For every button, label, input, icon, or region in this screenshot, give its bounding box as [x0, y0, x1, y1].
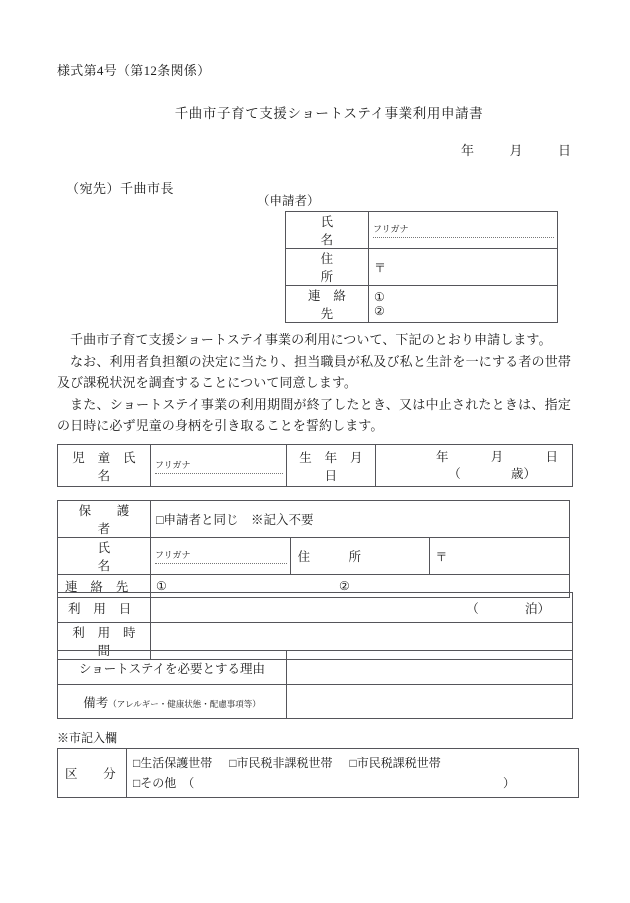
applicant-name-furigana-rule: [373, 236, 554, 238]
remarks-label: 備考: [83, 695, 109, 710]
reason-remarks-table: [57, 650, 573, 719]
postal-code-icon: 〒: [374, 260, 387, 275]
applicant-table: [285, 211, 558, 323]
reason-input-cell[interactable]: [287, 651, 573, 685]
use-date-label: 利 用 日: [68, 601, 132, 616]
category-option-other[interactable]: □その他 （: [133, 776, 195, 790]
applicant-address-label: 住 所: [320, 252, 372, 284]
applicant-name-input-cell[interactable]: [369, 212, 558, 249]
child-dob-box: [376, 449, 572, 483]
child-info-table: [57, 444, 573, 487]
child-dob-year-label: 年: [435, 449, 449, 464]
guardian-name-furigana-label: フリガナ: [155, 550, 191, 560]
applicant-name-label: 氏 名: [320, 215, 372, 247]
guardian-contact-1: ①: [156, 578, 167, 593]
applicant-contact-label-cell: [286, 286, 369, 323]
category-row: [58, 749, 579, 798]
guardian-name-address-row: [58, 538, 570, 575]
child-age-open-paren: （: [448, 466, 461, 481]
guardian-contact-2: ②: [339, 578, 350, 593]
guardian-address-input-cell[interactable]: [430, 538, 570, 575]
applicant-contact-row: [286, 286, 558, 323]
body-text: [57, 329, 571, 437]
body-paragraph-3: また、ショートステイ事業の利用期間が終了したとき、又は中止されたときは、指定の日時に必ず児童の身柄を引き取ることを誓約します。: [57, 396, 571, 433]
guardian-name-input-cell[interactable]: [151, 538, 291, 575]
child-name-furigana-label: フリガナ: [155, 459, 191, 470]
nights-open-paren: （: [466, 601, 479, 616]
applicant-address-row: [286, 249, 558, 286]
date-year-label: 年: [460, 143, 475, 158]
applicant-address-input-cell[interactable]: [369, 249, 558, 286]
guardian-postal-code-icon: 〒: [435, 549, 448, 564]
guardian-label: 保 護 者: [78, 504, 155, 536]
child-age-unit: 歳）: [510, 466, 536, 481]
child-name-input-cell[interactable]: [151, 445, 287, 487]
category-options-cell[interactable]: [127, 749, 579, 798]
reason-label: ショートステイを必要とする理由: [78, 661, 265, 676]
applicant-name-furigana-label: フリガナ: [373, 224, 409, 234]
remarks-input-cell[interactable]: [287, 685, 573, 719]
applicant-contact-2: ②: [374, 304, 385, 318]
guardian-header-row: [58, 501, 570, 538]
guardian-name-label-cell: [58, 538, 162, 575]
addressee: （宛先）千曲市長: [66, 181, 175, 196]
guardian-info-table: [57, 500, 570, 598]
guardian-name-label: 氏 名: [97, 541, 162, 573]
body-paragraph-1: 千曲市子育て支援ショートステイ事業の利用について、下記のとおり申請します。: [70, 332, 552, 347]
guardian-address-label-cell: [290, 538, 430, 575]
nights-count-box: [151, 599, 572, 617]
form-number: 様式第4号（第12条関係）: [57, 63, 211, 78]
applicant-contact-label: 連 絡 先: [307, 289, 359, 321]
remarks-label-cell: [58, 685, 287, 719]
applicant-name-label-cell: [286, 212, 372, 249]
category-option-welfare-household[interactable]: □生活保護世帯: [133, 756, 213, 770]
child-name-label-cell: [58, 445, 151, 487]
guardian-address-label: 住 所: [297, 550, 362, 564]
city-use-note: ※市記入欄: [57, 731, 118, 745]
submission-date-line: [461, 140, 572, 159]
body-paragraph-2: なお、利用者負担額の決定に当たり、担当職員が私及び私と生計を一にする者の世帯及び課税状況を調査することについて同意します。: [57, 353, 571, 390]
child-dob-label-cell: [287, 445, 376, 487]
applicant-name-row: [286, 212, 558, 249]
child-info-row: [58, 445, 573, 487]
category-label: 区 分: [65, 767, 116, 781]
category-label-cell: [58, 749, 127, 798]
city-category-table: [57, 748, 579, 798]
use-time-label: 利 用 時 間: [72, 626, 149, 658]
category-option-other-close-paren: ）: [503, 776, 516, 790]
category-option-list: [133, 753, 578, 773]
guardian-contact-label: 連 絡 先: [65, 580, 129, 594]
guardian-same-as-applicant-checkbox[interactable]: □申請者と同じ ※記入不要: [156, 513, 314, 527]
child-dob-ymd: [376, 449, 558, 466]
document-title: 千曲市子育て支援ショートステイ事業利用申請書: [174, 106, 484, 121]
remarks-row: [58, 685, 573, 719]
applicant-address-label-cell: [286, 249, 372, 286]
child-dob-day-label: 日: [545, 449, 558, 464]
guardian-same-as-applicant-cell[interactable]: [151, 501, 570, 538]
reason-label-cell: [58, 651, 287, 685]
guardian-label-cell: [58, 501, 155, 538]
nights-unit: 泊）: [524, 601, 550, 616]
child-dob-month-label: 月: [490, 449, 504, 464]
use-date-label-cell: [58, 593, 151, 623]
child-name-label: 児 童 氏 名: [72, 450, 149, 483]
use-date-input-cell[interactable]: [151, 593, 573, 623]
reason-row: [58, 651, 573, 685]
guardian-name-furigana-rule: [155, 562, 287, 564]
child-age-row: [376, 466, 558, 483]
child-name-furigana-rule: [155, 472, 283, 474]
category-option-other-row: [133, 773, 578, 793]
applicant-section-label: （申請者）: [257, 194, 320, 208]
remarks-sublabel: （アレルギー・健康状態・配慮事項等）: [108, 698, 261, 709]
child-dob-label: 生 年 月 日: [299, 450, 376, 483]
child-dob-input-cell[interactable]: [376, 445, 573, 487]
category-option-taxable-household[interactable]: □市民税課税世帯: [349, 756, 441, 770]
date-day-label: 日: [557, 143, 572, 158]
use-date-row: [58, 593, 573, 623]
applicant-contact-input-cell[interactable]: [369, 286, 558, 323]
applicant-contact-1: ①: [374, 290, 385, 304]
date-month-label: 月: [509, 143, 524, 158]
category-option-nontaxable-household[interactable]: □市民税非課税世帯: [229, 756, 333, 770]
